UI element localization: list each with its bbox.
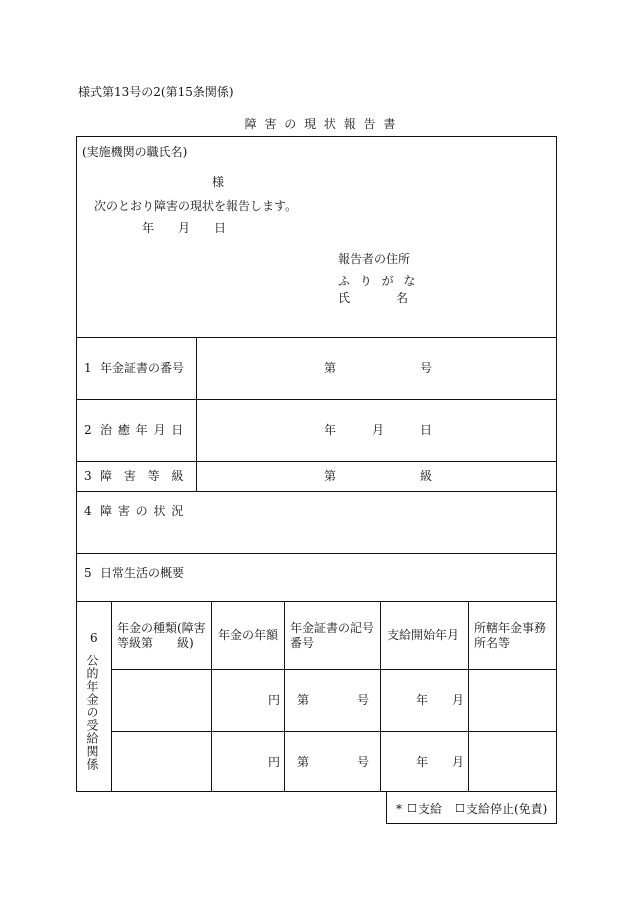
- column-divider: [196, 337, 197, 491]
- option-payment-label: 支給: [418, 802, 443, 816]
- row-divider: [76, 399, 557, 400]
- entry-year: 年: [416, 693, 429, 707]
- institution-label: (実施機関の職氏名): [82, 145, 188, 159]
- grade-dai: 第: [324, 469, 337, 483]
- reporter-name-label-second: 名: [396, 291, 409, 305]
- checkbox-payment[interactable]: ☐: [407, 802, 417, 815]
- row-number: 4: [84, 504, 92, 518]
- column-divider: [111, 601, 112, 792]
- reporter-furigana-label: [338, 274, 419, 288]
- entry-yen: 円: [268, 755, 281, 769]
- header-start-date: 支給開始年月: [387, 628, 460, 642]
- form-style-number: 様式第13号の2(第15条関係): [78, 85, 234, 99]
- date-year: 年: [142, 221, 155, 235]
- entry-go: 号: [357, 755, 370, 769]
- date-day: 日: [214, 221, 227, 235]
- row-label-recovery-date: 治 癒 年 月 日: [100, 423, 185, 437]
- reporter-name-label-first: 氏: [338, 291, 351, 305]
- intro-text: 次のとおり障害の現状を報告します。: [94, 199, 298, 213]
- row-divider: [76, 461, 557, 462]
- row-label-disability-status: 障 害 の 状 況: [100, 504, 185, 518]
- entry-year: 年: [416, 755, 429, 769]
- row-divider: [76, 491, 557, 492]
- column-divider: [468, 601, 469, 792]
- entry-dai: 第: [297, 755, 310, 769]
- honorific: 様: [212, 175, 225, 189]
- grade-kyu: 級: [420, 469, 433, 483]
- row-number: 2: [84, 423, 92, 437]
- option-payment-stop-label: 支給停止(免責): [466, 802, 548, 816]
- recovery-day: 日: [420, 423, 433, 437]
- page-title: 障 害 の 現 状 報 告 書: [244, 117, 398, 131]
- entry-month: 月: [452, 755, 465, 769]
- pension-side-label: 公的年金の受給関係: [85, 654, 99, 771]
- certificate-dai: 第: [324, 361, 337, 375]
- header-cert-number-1: 年金証書の記号: [290, 621, 375, 635]
- header-office-2: 所名等: [474, 636, 511, 650]
- recovery-year: 年: [324, 423, 337, 437]
- row-label-certificate-number: 年金証書の番号: [100, 361, 185, 375]
- reporter-address-label: 報告者の住所: [338, 252, 411, 266]
- row-label-disability-grade: 障 害 等 級: [100, 469, 188, 483]
- column-divider: [284, 601, 285, 792]
- header-annual-amount: 年金の年額: [218, 628, 279, 642]
- entry-dai: 第: [297, 693, 310, 707]
- row-number: 3: [84, 469, 92, 483]
- column-divider: [380, 601, 381, 792]
- certificate-go: 号: [420, 361, 433, 375]
- header-pension-type-1: 年金の種類(障害: [117, 621, 206, 635]
- row-divider: [76, 553, 557, 554]
- row-number: 5: [84, 566, 92, 580]
- entry-month: 月: [452, 693, 465, 707]
- entry-go: 号: [357, 693, 370, 707]
- row-number: 6: [90, 631, 98, 645]
- row-divider: [111, 669, 557, 670]
- entry-yen: 円: [268, 693, 281, 707]
- row-number: 1: [84, 361, 92, 375]
- date-month: 月: [178, 221, 191, 235]
- checkbox-payment-stop[interactable]: ☐: [455, 802, 465, 815]
- row-divider: [76, 337, 557, 338]
- row-divider: [76, 601, 557, 602]
- row-label-daily-life: 日常生活の概要: [100, 566, 185, 580]
- header-pension-type-2: 等級第 級): [117, 636, 194, 650]
- asterisk-mark: *: [396, 802, 402, 816]
- row-divider: [111, 731, 557, 732]
- header-cert-number-2: 番号: [290, 636, 315, 650]
- column-divider: [211, 601, 212, 792]
- header-office-1: 所轄年金事務: [474, 621, 547, 635]
- recovery-month: 月: [372, 423, 385, 437]
- furigana-text: ふ り が な: [338, 274, 419, 288]
